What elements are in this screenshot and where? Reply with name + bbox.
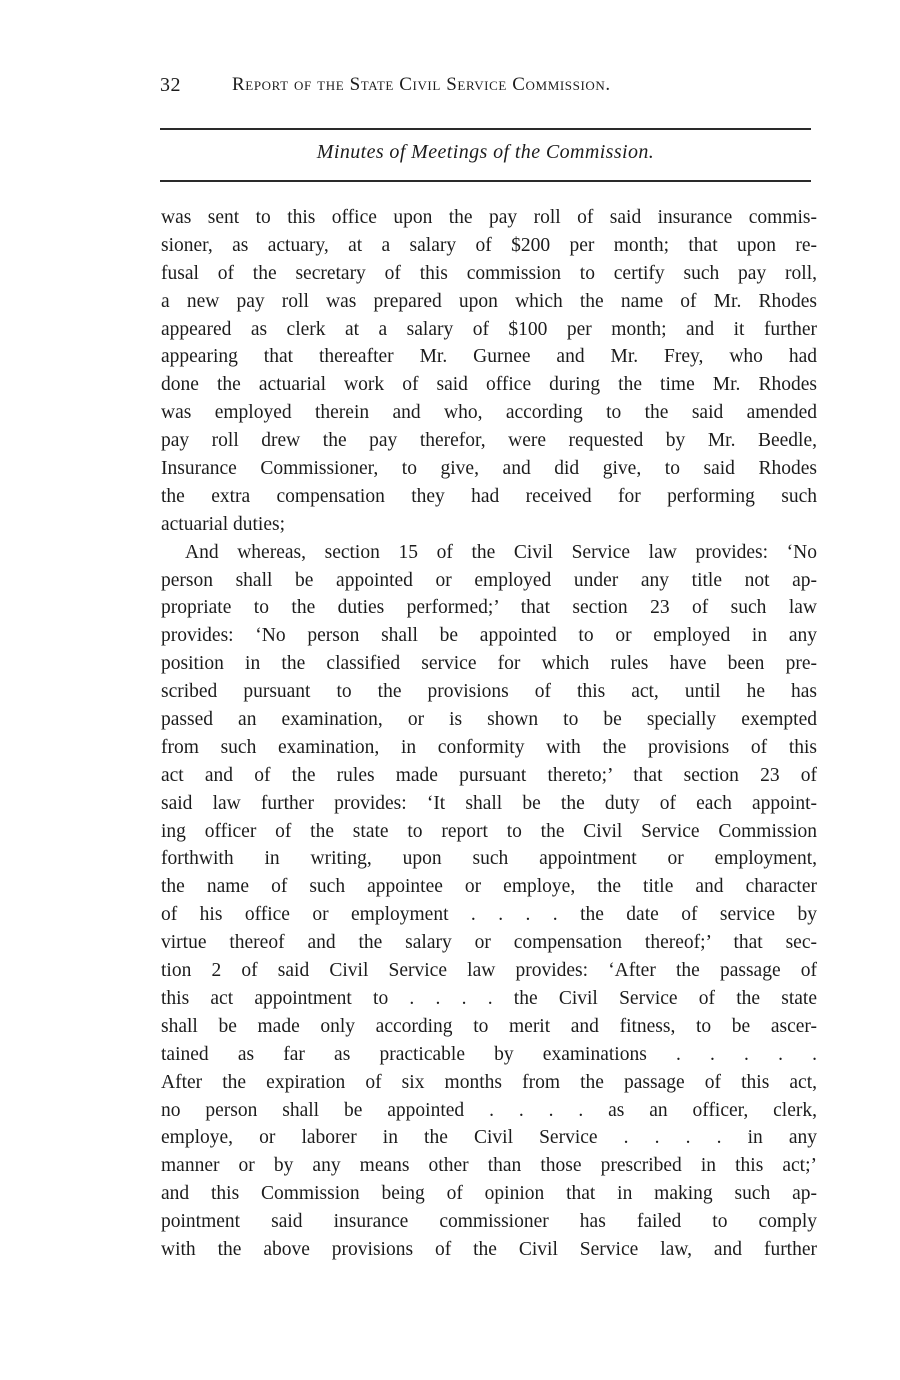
text-line: virtue thereof and the salary or compensation thereof;’ that sec- (161, 932, 817, 954)
text-line: fusal of the secretary of this commission to certify such pay roll, (161, 262, 817, 284)
text-line: actuarial duties; (161, 513, 285, 535)
text-line: no person shall be appointed . . . . as an officer, clerk, (161, 1099, 817, 1121)
text-line: the extra compensation they had received for performing such (161, 485, 817, 507)
text-line: Insurance Commissioner, to give, and did give, to said Rhodes (161, 458, 817, 480)
text-line: forthwith in writing, upon such appointment or employment, (161, 848, 817, 870)
text-line: was employed therein and who, according to the said amended (161, 402, 817, 424)
text-line: ing officer of the state to report to the Civil Service Commission (161, 820, 817, 842)
section-title: Minutes of Meetings of the Commission. (316, 141, 655, 163)
text-line: tion 2 of said Civil Service law provides: ‘After the passage of (161, 960, 817, 982)
text-line: person shall be appointed or employed under any title not ap- (161, 569, 817, 591)
text-line: manner or by any means other than those prescribed in this act;’ (161, 1155, 817, 1177)
text-line: scribed pursuant to the provisions of this act, until he has (161, 681, 817, 703)
text-line: done the actuarial work of said office during the time Mr. Rhodes (161, 374, 817, 396)
running-title: Report of the State Civil Service Commission. (232, 74, 611, 95)
text-line: said law further provides: ‘It shall be the duty of each appoint- (161, 792, 817, 814)
text-line: provides: ‘No person shall be appointed to or employed in any (161, 625, 817, 647)
text-line: from such examination, in conformity with the provisions of this (161, 736, 817, 758)
text-line: was sent to this office upon the pay roll of said insurance commis- (161, 207, 817, 228)
text-line: shall be made only according to merit and fitness, to be ascer- (161, 1015, 817, 1037)
text-line: After the expiration of six months from the passage of this act, (161, 1071, 817, 1093)
text-line: And whereas, section 15 of the Civil Service law provides: ‘No (185, 541, 817, 563)
text-line: this act appointment to . . . . the Civil Service of the state (161, 987, 817, 1009)
text-line: appeared as clerk at a salary of $100 per month; and it further (161, 318, 817, 340)
text-line: pointment said insurance commissioner has failed to comply (161, 1211, 817, 1233)
page-header (160, 74, 820, 104)
page-number: 32 (160, 74, 181, 96)
text-line: of his office or employment . . . . the date of service by (161, 904, 817, 926)
text-line: appearing that thereafter Mr. Gurnee and Mr. Frey, who had (161, 346, 817, 368)
text-line: propriate to the duties performed;’ that section 23 of such law (161, 597, 817, 619)
text-line: sioner, as actuary, at a salary of $200 per month; that upon re- (161, 234, 817, 256)
top-rule (160, 128, 811, 130)
text-line: employe, or laborer in the Civil Service . . . . in any (161, 1127, 817, 1149)
text-line: position in the classified service for which rules have been pre- (161, 653, 817, 675)
text-line: with the above provisions of the Civil Service law, and further (161, 1238, 817, 1260)
text-line: a new pay roll was prepared upon which the name of Mr. Rhodes (161, 290, 817, 312)
text-line: the name of such appointee or employe, the title and character (161, 876, 817, 898)
bottom-rule (160, 180, 811, 182)
body-text (161, 204, 817, 1264)
text-line: act and of the rules made pursuant thereto;’ that section 23 of (161, 764, 817, 786)
text-line: passed an examination, or is shown to be specially exempted (161, 709, 817, 731)
text-line: pay roll drew the pay therefor, were requested by Mr. Beedle, (161, 430, 817, 452)
text-line: tained as far as practicable by examinations . . . . . (161, 1043, 817, 1065)
text-line: and this Commission being of opinion that in making such ap- (161, 1183, 817, 1205)
